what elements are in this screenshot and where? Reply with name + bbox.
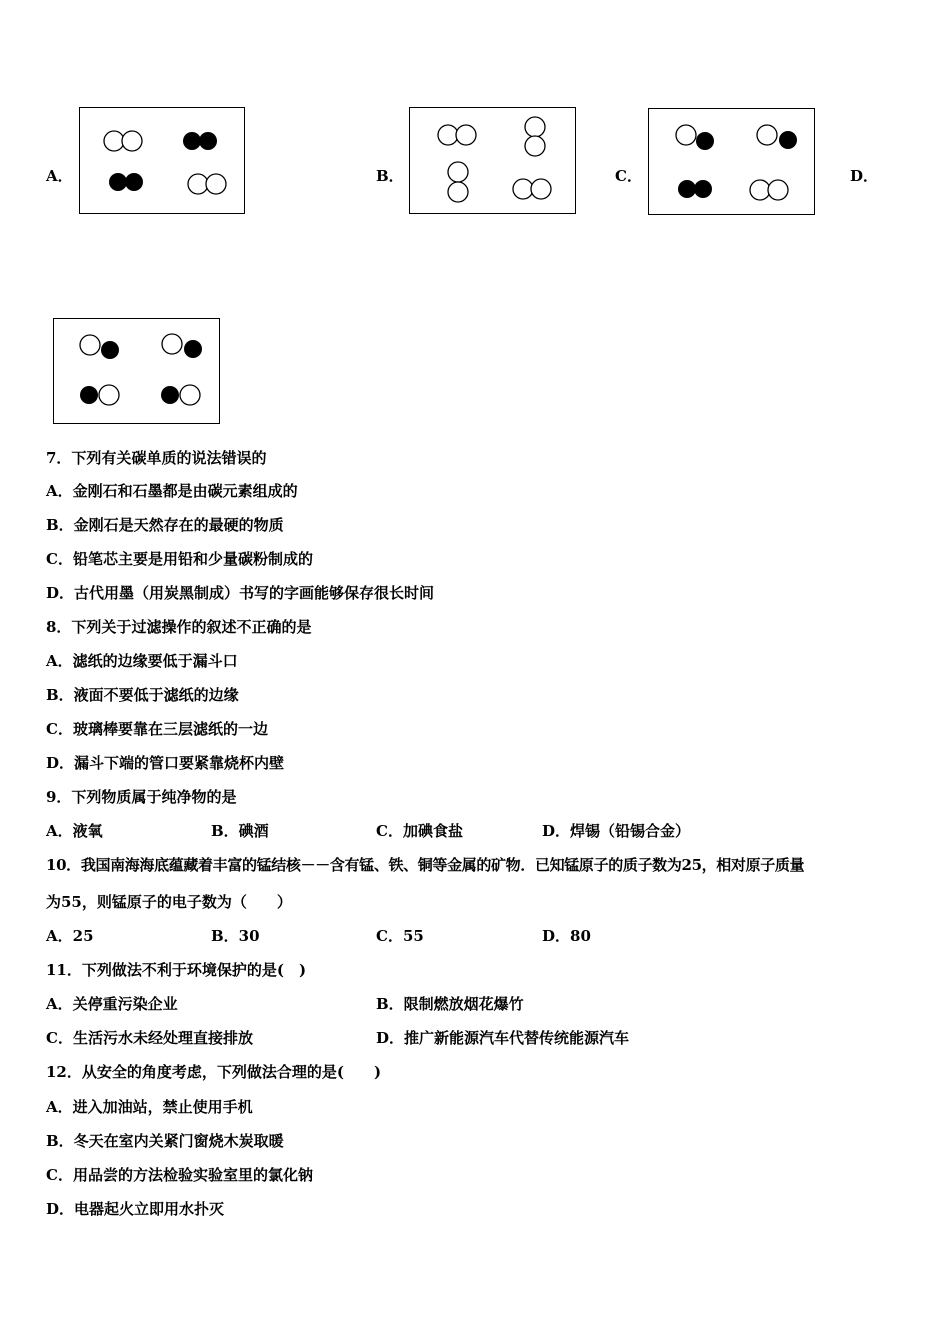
question-8-option-a: A．滤纸的边缘要低于漏斗口	[46, 652, 238, 670]
figure-option-b-label: B．	[376, 167, 404, 185]
question-9-option-c: C．加碘食盐	[376, 822, 463, 840]
figure-option-d-label: D．	[850, 167, 879, 185]
question-10-option-b: B．30	[211, 927, 260, 945]
question-7-option-c: C．铅笔芯主要是用铅和少量碳粉制成的	[46, 550, 313, 568]
question-12-option-b: B．冬天在室内关紧门窗烧木炭取暖	[46, 1132, 284, 1150]
question-11-option-b: B．限制燃放烟花爆竹	[376, 995, 524, 1013]
question-10-option-c: C．55	[376, 927, 424, 945]
molecule-diagram-c	[648, 108, 815, 215]
question-9-option-d: D．焊锡（铅锡合金）	[542, 822, 691, 840]
question-8-stem: 8．下列关于过滤操作的叙述不正确的是	[46, 618, 312, 636]
question-10-option-a: A．25	[46, 927, 94, 945]
question-8-option-c: C．玻璃棒要靠在三层滤纸的一边	[46, 720, 268, 738]
question-12-option-c: C．用品尝的方法检验实验室里的氯化钠	[46, 1166, 313, 1184]
question-7-stem: 7．下列有关碳单质的说法错误的	[46, 449, 267, 467]
figure-option-c-label: C．	[615, 167, 642, 185]
question-11-option-c: C．生活污水未经处理直接排放	[46, 1029, 253, 1047]
figure-option-a-label: A．	[46, 167, 73, 185]
question-7-option-a: A．金刚石和石墨都是由碳元素组成的	[46, 482, 298, 500]
molecule-diagram-b	[409, 107, 576, 214]
question-11-stem: 11．下列做法不利于环境保护的是( )	[46, 961, 307, 979]
question-10-stem-line-1: 10．我国南海海底蕴藏着丰富的锰结核－－含有锰、铁、铜等金属的矿物．已知锰原子的质子数为25，相对原子质量	[46, 856, 805, 874]
question-11-option-a: A．关停重污染企业	[46, 995, 178, 1013]
question-11-option-d: D．推广新能源汽车代替传统能源汽车	[376, 1029, 630, 1047]
question-12-option-a: A．进入加油站，禁止使用手机	[46, 1098, 253, 1116]
question-8-option-b: B．液面不要低于滤纸的边缘	[46, 686, 239, 704]
question-7-option-b: B．金刚石是天然存在的最硬的物质	[46, 516, 284, 534]
question-7-option-d: D．古代用墨（用炭黑制成）书写的字画能够保存很长时间	[46, 584, 435, 602]
molecule-diagram-d	[53, 318, 220, 424]
question-9-option-a: A．液氧	[46, 822, 103, 840]
question-12-stem: 12．从安全的角度考虑，下列做法合理的是( )	[46, 1063, 382, 1081]
question-9-option-b: B．碘酒	[211, 822, 269, 840]
question-10-option-d: D．80	[542, 927, 591, 945]
question-12-option-d: D．电器起火立即用水扑灭	[46, 1200, 225, 1218]
question-10-stem-line-2: 为55，则锰原子的电子数为（ ）	[46, 893, 292, 911]
question-9-stem: 9．下列物质属于纯净物的是	[46, 788, 237, 806]
question-8-option-d: D．漏斗下端的管口要紧靠烧杯内壁	[46, 754, 285, 772]
molecule-diagram-a	[79, 107, 245, 214]
